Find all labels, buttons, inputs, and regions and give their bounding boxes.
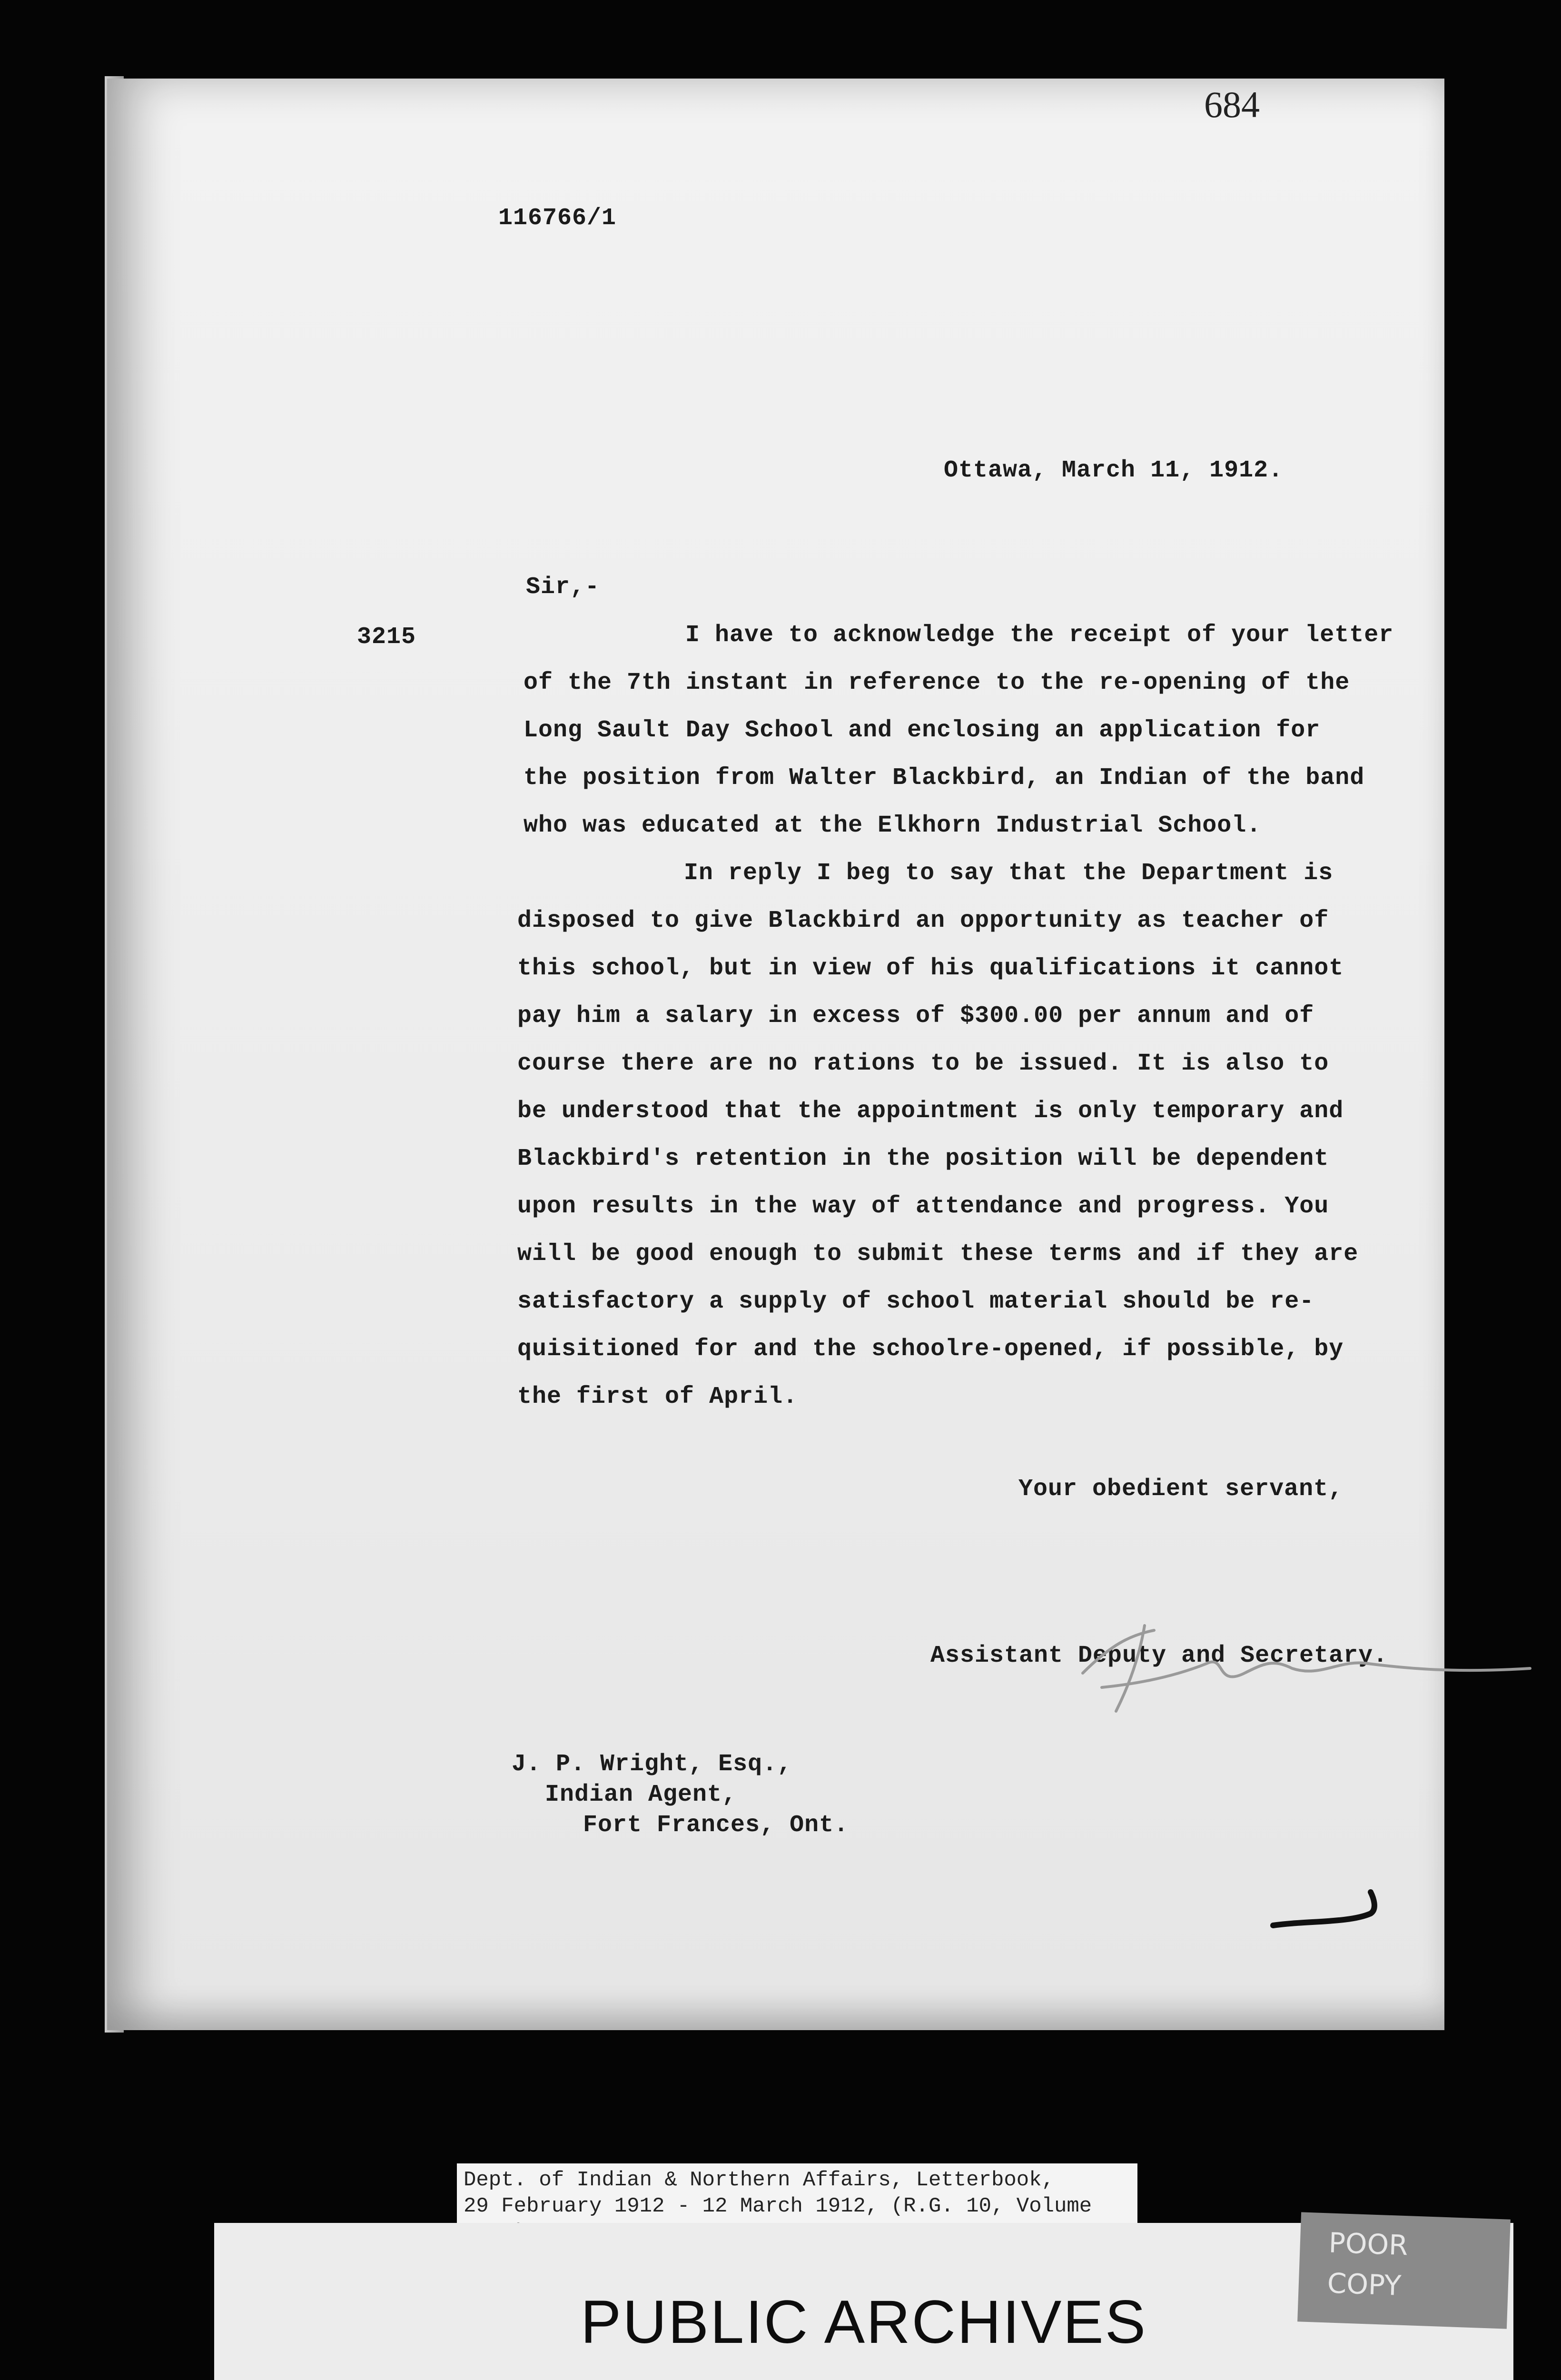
- body-line: be understood that the appointment is only temporary and: [517, 1098, 1344, 1125]
- body-line: satisfactory a supply of school material should be re-: [517, 1288, 1314, 1315]
- page-number: 684: [1204, 84, 1260, 125]
- body-line: the first of April.: [517, 1383, 798, 1410]
- body-line: Blackbird's retention in the position will be dependent: [517, 1145, 1329, 1172]
- signer-title: Assistant Deputy and Secretary.: [930, 1642, 1388, 1669]
- file-number: 116766/1: [498, 205, 617, 232]
- body-line: quisitioned for and the schoolre-opened, if possible, by: [517, 1336, 1344, 1363]
- body-line: course there are no rations to be issued. It is also to: [517, 1050, 1329, 1077]
- archives-card-line-1: PUBLIC ARCHIVES: [580, 2288, 1147, 2356]
- poor-copy-line-2: COPY: [1326, 2267, 1402, 2302]
- body-line: pay him a salary in excess of $300.00 per annum and of: [517, 1002, 1314, 1030]
- body-line: upon results in the way of attendance and progress. You: [517, 1193, 1329, 1220]
- handwritten-signature: [1073, 1616, 1535, 1721]
- body-line: the position from Walter Blackbird, an Indian of the band: [524, 764, 1365, 792]
- body-line: I have to acknowledge the receipt of your letter: [685, 622, 1394, 649]
- recipient-name: J. P. Wright, Esq.,: [512, 1751, 792, 1778]
- archive-reference-label: [457, 2163, 1137, 2223]
- body-line: of the 7th instant in reference to the re-opening of the: [524, 669, 1350, 696]
- body-line: Long Sault Day School and enclosing an application for: [524, 717, 1321, 744]
- pen-mark: [1268, 1887, 1383, 1940]
- recipient-location: Fort Frances, Ont.: [583, 1812, 849, 1839]
- archive-label-line-2: 29 February 1912 - 12 March 1912, (R.G. 10, Volume: [464, 2194, 1092, 2218]
- body-line: disposed to give Blackbird an opportunity as teacher of: [517, 907, 1329, 934]
- poor-copy-note: [1297, 2212, 1511, 2329]
- archive-label-line-1: Dept. of Indian & Northern Affairs, Letterbook,: [464, 2168, 1055, 2192]
- paragraph-1: [524, 612, 1393, 850]
- margin-reference: 3215: [357, 624, 416, 651]
- salutation: Sir,-: [526, 574, 600, 601]
- body-line: In reply I beg to say that the Department is: [684, 860, 1334, 887]
- paragraph-2: [517, 850, 1358, 1421]
- body-line: will be good enough to submit these terms and if they are: [517, 1240, 1359, 1268]
- body-line: who was educated at the Elkhorn Industrial School.: [524, 812, 1262, 839]
- dateline: Ottawa, March 11, 1912.: [944, 457, 1284, 484]
- poor-copy-line-1: POOR: [1328, 2226, 1409, 2262]
- closing: Your obedient servant,: [1018, 1476, 1344, 1503]
- recipient-block: [512, 1749, 849, 1841]
- letter-page: [107, 79, 1444, 2030]
- body-line: this school, but in view of his qualifications it cannot: [517, 955, 1344, 982]
- recipient-title: Indian Agent,: [545, 1781, 737, 1808]
